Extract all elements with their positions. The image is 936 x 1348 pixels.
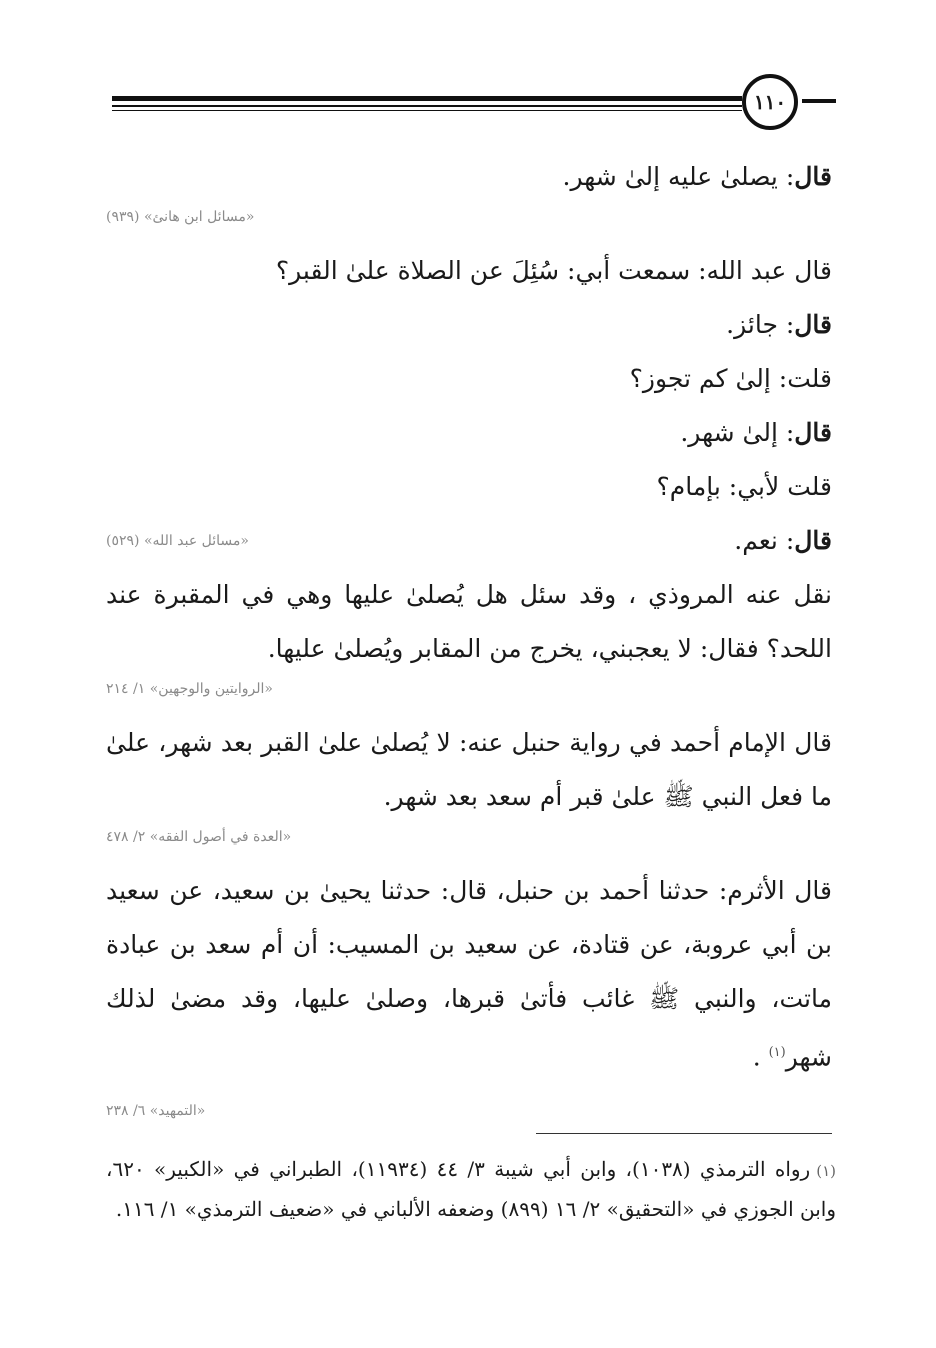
line-text: : نعم. [734,526,795,555]
source-citation: «الروايتين والوجهين» ١/ ٢١٤ [106,681,273,697]
paragraph: قال الإمام أحمد في رواية حنبل عنه: لا يُصلىٰ علىٰ القبر بعد شهر، علىٰ ما فعل النبي ﷺ علىٰ قبر أم سعد بعد شهر. [106,728,832,811]
footnote [106,1150,836,1228]
text-line [106,406,832,460]
source-citation: «العدة في أصول الفقه» ٢/ ٤٧٨ [106,829,292,845]
text-line-with-source [106,514,832,568]
line-text: : يصلىٰ عليه إلىٰ شهر. [562,162,795,191]
source-citation: «مسائل ابن هانئ» (٩٣٩) [106,209,255,225]
footnote-number: (١) [816,1162,836,1180]
header-rule [112,96,742,101]
header-rule [802,99,836,103]
paragraph [106,864,832,1084]
footnote-divider [536,1133,832,1134]
source-citation: «مسائل عبد الله» (٥٢٩) [106,533,249,549]
text-line [106,352,832,406]
page-header [112,72,836,134]
speaker-label: قال [794,310,832,339]
paragraph-end: . [752,1042,761,1072]
line-text: قال عبد الله: سمعت أبي: سُئِلَ عن الصلاة علىٰ القبر؟ [275,256,832,285]
text-line [106,460,832,514]
header-rule [112,105,742,107]
line-text: : جائز. [726,310,795,339]
paragraph-text: قال الأثرم: حدثنا أحمد بن حنبل، قال: حدثنا يحيىٰ بن سعيد، عن سعيد بن أبي عروبة، عن قتادة، عن سعيد بن المسيب: أن أم سعد بن عبادة ماتت، والنبي ﷺ غائب فأتىٰ قبرها، وصلىٰ عليها، وقد مضىٰ لذلك شهر [106,876,832,1072]
header-rule [112,110,742,111]
footnote-text: رواه الترمذي (١٠٣٨)، وابن أبي شيبة ٣/ ٤٤ (١١٩٣٤)، الطبراني في «الكبير» ٦٢٠، وابن الجوزي في «التحقيق» ٢/ ١٦ (٨٩٩) وضعفه الألباني في «ضعيف الترمذي» ١/ ١١٦. [106,1157,836,1221]
line-text: قلت لأبي: بإمام؟ [656,472,832,501]
speaker-label: قال [794,162,832,191]
footnote-marker[interactable]: (١) [768,1045,786,1060]
text-line [106,150,832,204]
line-text: : إلىٰ شهر. [680,418,795,447]
speaker-label: قال [794,418,832,447]
paragraph: نقل عنه المروذي ، وقد سئل هل يُصلىٰ عليها وهي في المقبرة عند اللحد؟ فقال: لا يعجبني، يخرج من المقابر ويُصلىٰ عليها. [106,580,832,663]
speaker-label: قال [794,526,832,555]
page-body [106,150,832,1124]
text-line [106,244,832,298]
text-line [106,298,832,352]
source-citation: «التمهيد» ٦/ ٢٣٨ [106,1103,206,1120]
line-text: قلت: إلىٰ كم تجوز؟ [629,364,832,393]
page-number: ١١٠ [742,74,798,130]
